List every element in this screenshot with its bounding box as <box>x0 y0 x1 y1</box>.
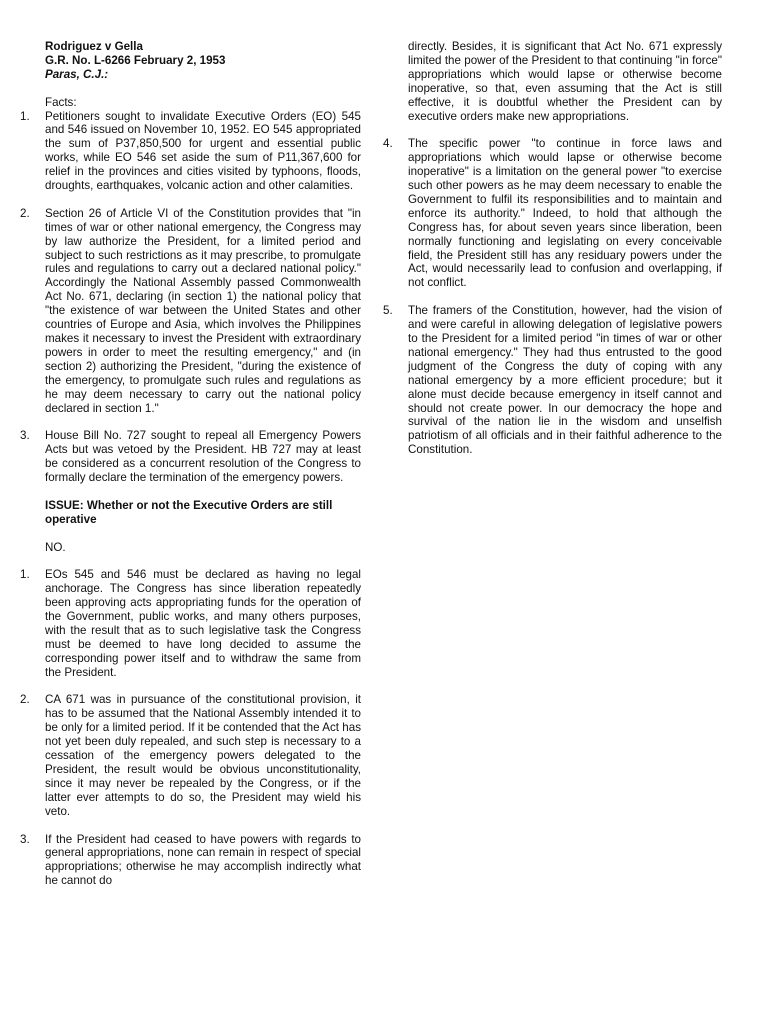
ruling-answer: NO. <box>45 540 66 554</box>
ruling-item-number: 1. <box>20 568 30 582</box>
ruling-item-3 <box>20 833 361 889</box>
right-column <box>383 40 722 457</box>
ruling-item-number: 5. <box>383 304 393 318</box>
left-column <box>20 40 361 888</box>
case-number: G.R. No. L-6266 February 2, 1953 <box>45 53 226 67</box>
ponente: Paras, C.J.: <box>45 67 109 81</box>
ruling-item-text: CA 671 was in pursuance of the constitutional provision, it has to be assumed that the National Assembly intended it to be only for a limited period. If it be contended that the Act has not yet been duly repealed, and such step is necessary to a cessation of the emergency powers delegated to the President, the result would be obvious unconstitutionality, since it may never be repealed by the Congress, or if the latter ever attempts to do so, the President may wield his veto. <box>45 693 361 818</box>
ruling-item-text: EOs 545 and 546 must be declared as having no legal anchorage. The Congress has since liberation repeatedly been approving acts appropriating funds for the operation of the Government, public works, and many others purposes, with the result that as to such legislative task the Congress must be deemed to have long decided to assume the corresponding power itself and to withdraw the same from the President. <box>45 568 361 679</box>
facts-item-text: House Bill No. 727 sought to repeal all Emergency Powers Acts but was vetoed by the President. HB 727 may at least be considered as a concurrent resolution of the Congress to formally declare the termination of the emergency powers. <box>45 429 361 485</box>
facts-item-number: 3. <box>20 429 30 443</box>
ruling-item-5 <box>383 304 722 457</box>
ruling-item-text: The specific power "to continue in force laws and appropriations which would lapse or otherwise become inoperative" is a limitation on the general power "to exercise such other powers as he may deem necessary to enable the Government to fulfil its responsibilities and to maintain and enforce its authority." Indeed, to hold that although the Congress has, for about seven years since liberation, been normally functioning and legislating on every conceivable field, the President still has any residuary powers under the Act, would necessarily lead to confusion and overlapping, if not conflict. <box>408 137 722 290</box>
issue-heading: ISSUE: Whether or not the Executive Orders are still operative <box>45 498 333 526</box>
facts-item-number: 2. <box>20 206 30 220</box>
ruling-item-number: 3. <box>20 832 30 846</box>
facts-item-text: Petitioners sought to invalidate Executive Orders (EO) 545 and 546 issued on November 10, 1952. EO 545 appropriated the sum of P37,850,500 for urgent and essential public works, while EO 546 set aside the sum of P11,367,600 for relief in the provinces and cities visited by typhoons, floods, droughts, earthquakes, volcanic action and other calamities. <box>45 109 361 193</box>
ruling-item-2 <box>20 693 361 818</box>
ruling-item-number: 2. <box>20 693 30 707</box>
case-header <box>45 40 361 82</box>
facts-item-number: 1. <box>20 109 30 123</box>
facts-label: Facts: <box>45 95 77 109</box>
ruling-item-1 <box>20 568 361 679</box>
ruling-item-text: The framers of the Constitution, however, had the vision of and were careful in allowing delegation of legislative powers to the President for a limited period "in times of war or other national emergency." They had thus entrusted to the good judgment of the Congress the duty of coping with any national emergency by a more efficient procedure; but it alone must decide because emergency in itself cannot and should not create power. In our democracy the hope and survival of the nation lie in the wisdom and unselfish patriotism of all officials and in their faithful adherence to the Constitution. <box>408 304 722 457</box>
facts-item-3 <box>20 429 361 485</box>
facts-item-text: Section 26 of Article VI of the Constitution provides that "in times of war or other national emergency, the Congress may by law authorize the President, for a limited period and subject to such restrictions as it may prescribe, to promulgate rules and regulations to carry out a declared national policy." Accordingly the National Assembly passed Commonwealth Act No. 671, declaring (in section 1) the national policy that "the existence of war between the United States and other countries of Europe and Asia, which involves the Philippines makes it necessary to invest the President with extraordinary powers in order to meet the resulting emergency," and (in section 2) authorizing the President, "during the existence of the emergency, to promulgate such rules and regulations as he may deem necessary to carry out the national policy declared in section 1." <box>45 206 361 415</box>
ruling-item-number: 4. <box>383 137 393 151</box>
ruling-item-3-continuation: directly. Besides, it is significant that Act No. 671 expressly limited the power of the President to that continuing "in force" appropriations which would lapse or otherwise become inoperative, so that, even assuming that the Act is still effective, it is doubtful whether the President can by executive orders make new appropriations. <box>408 40 722 123</box>
case-title: Rodriguez v Gella <box>45 40 143 53</box>
ruling-item-text: If the President had ceased to have powers with regards to general appropriations, none can remain in respect of special appropriations; otherwise he may accomplish indirectly what he cannot do <box>45 832 361 888</box>
ruling-item-4 <box>383 137 722 290</box>
facts-item-2 <box>20 207 361 416</box>
facts-item-1 <box>20 110 361 193</box>
